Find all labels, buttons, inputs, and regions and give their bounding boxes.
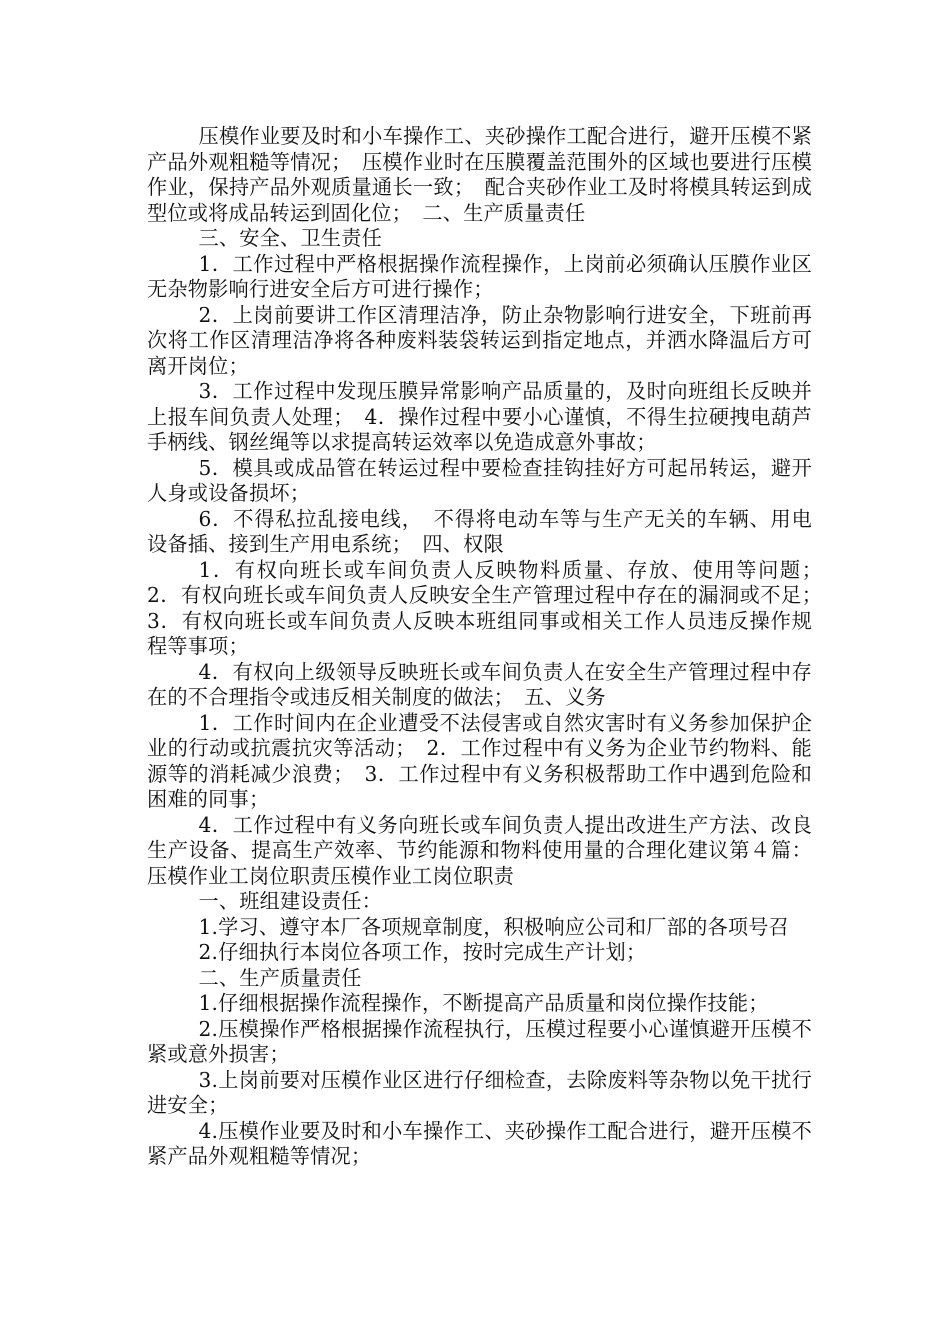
paragraph: 2.压模操作严格根据操作流程执行，压模过程要小心谨慎避开压模不紧或意外损害； xyxy=(147,1016,812,1066)
paragraph: 3.上岗前要对压模作业区进行仔细检查，去除废料等杂物以免干扰行进安全； xyxy=(147,1067,812,1117)
paragraph: 4．工作过程中有义务向班长或车间负责人提出改进生产方法、改良生产设备、提高生产效率、节约能源和物料使用量的合理化建议第４篇：压模作业工岗位职责压模作业工岗位职责 xyxy=(147,812,812,888)
paragraph: 压模作业要及时和小车操作工、夹砂操作工配合进行，避开压模不紧产品外观粗糙等情况； 压模作业时在压膜覆盖范围外的区域也要进行压模作业，保持产品外观质量通长一致； 配合夹砂作业工及时将模具转运到成型位或将成品转运到固化位； 二、生产质量责任 xyxy=(147,124,812,225)
paragraph: 4．有权向上级领导反映班长或车间负责人在安全生产管理过程中存在的不合理指令或违反相关制度的做法； 五、义务 xyxy=(147,659,812,709)
section-heading: 二、生产质量责任 xyxy=(198,965,362,990)
section-heading: 三、安全、卫生责任 xyxy=(198,226,382,250)
paragraph: 1．有权向班长或车间负责人反映物料质量、存放、使用等问题； 2．有权向班长或车间负责人反映安全生产管理过程中存在的漏洞或不足； 3．有权向班长或车间负责人反映本班组同事或相关工作人员违反操作规程等事项； xyxy=(147,557,833,658)
paragraph: 6．不得私拉乱接电线， 不得将电动车等与生产无关的车辆、用电设备插、接到生产用电系统； 四、权限 xyxy=(147,506,812,556)
paragraph: 2.仔细执行本岗位各项工作，按时完成生产计划； xyxy=(198,940,647,964)
paragraph: 4.压模作业要及时和小车操作工、夹砂操作工配合进行，避开压模不紧产品外观粗糙等情况； xyxy=(147,1118,812,1168)
paragraph: 2．上岗前要讲工作区清理洁净，防止杂物影响行进安全，下班前再次将工作区清理洁净将各种废料装袋转运到指定地点，并洒水降温后方可离开岗位； xyxy=(147,302,812,378)
section-heading: 一、班组建设责任： xyxy=(198,889,382,913)
paragraph: 3．工作过程中发现压膜异常影响产品质量的，及时向班组长反映并上报车间负责人处理； 4．操作过程中要小心谨慎，不得生拉硬拽电葫芦手柄线、钢丝绳等以求提高转运效率以免造成意外事故； xyxy=(147,379,812,454)
paragraph: 1．工作过程中严格根据操作流程操作，上岗前必须确认压膜作业区无杂物影响行进安全后方可进行操作； xyxy=(147,251,812,301)
document-body xyxy=(147,124,833,1170)
paragraph: 1.仔细根据操作流程操作，不断提高产品质量和岗位操作技能； xyxy=(198,991,769,1015)
paragraph: 5．模具或成品管在转运过程中要检查挂钩挂好方可起吊转运，避开人身或设备损坏； xyxy=(147,455,812,505)
paragraph: 1．工作时间内在企业遭受不法侵害或自然灾害时有义务参加保护企业的行动或抗震抗灾等活动； 2．工作过程中有义务为企业节约物料、能源等的消耗减少浪费； 3．工作过程中有义务积极帮助工作中遇到危险和困难的同事； xyxy=(147,710,812,811)
paragraph: 1.学习、遵守本厂各项规章制度，积极响应公司和厂部的各项号召 xyxy=(198,914,790,939)
